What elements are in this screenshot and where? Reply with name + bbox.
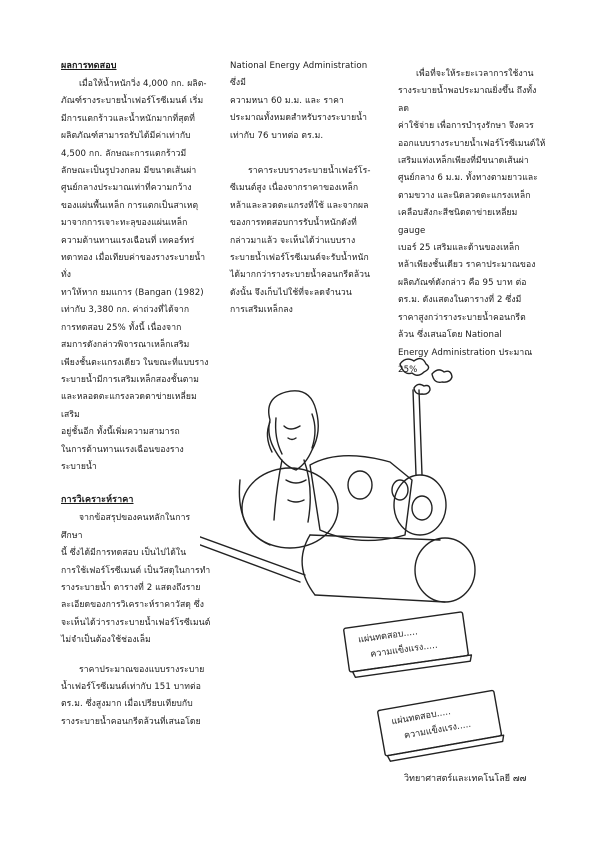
text-line: ราคาสูงกว่ารางระบายน้ำคอนกรีต — [398, 312, 526, 323]
roller-engine-body — [310, 456, 412, 541]
text-line: ของการทดสอบการรับน้ำหนักดังที่ — [230, 218, 357, 229]
text-line: เพียงชั้นตะแกรงเดียว ในขณะที่แบบราง — [61, 357, 209, 368]
text-line: และหลอดตะแกรงลวดตาข่ายเหลี่ยมเสริม — [61, 392, 197, 420]
text-line: ตร.ม. ดังแสดงในตารางที่ 2 ซึ่งมี — [398, 295, 522, 306]
text-line: National Energy Administration ซึ่งมี — [230, 61, 368, 89]
text-line: ตร.ม. ซึ่งสูงมาก เมื่อเปรียบเทียบกับ — [61, 699, 193, 710]
text-line: เบอร์ 25 เสริมและด้านของเหล็ก — [398, 243, 520, 254]
text-line: จะเห็นได้ว่ารางระบายน้ำเฟอร์โรซีเมนต์ — [61, 617, 211, 628]
text-line: รางระบายน้ำพอประมาณยิ่งขึ้น ถึงทั้งลด — [398, 86, 537, 114]
text-line: ของแผ่นพื้นเหล็ก การแตกเป็นสาเหตุ — [61, 200, 199, 211]
sign-2-line-2: ความแข็งแรง..... — [403, 719, 472, 742]
text-line: ล้วน ซึ่งเสนอโดย National — [398, 330, 502, 341]
text-line: ค่าใช้จ่าย เพื่อการบำรุงรักษา จึงควร — [398, 121, 534, 132]
text-line: ตามขวาง และนิดลวดตะแกรงเหล็ก — [398, 190, 531, 201]
rear-roller — [415, 538, 475, 602]
text-line: ผลิตภัณฑ์ดังกล่าว คือ 95 บาท ต่อ — [398, 277, 527, 288]
text-line: ระบายน้ำเฟอร์โรซีเมนต์จะรับน้ำหนัก — [230, 253, 369, 264]
text-line: รางระบายน้ำคอนกรีตล้วนที่เสนอโดย — [61, 716, 201, 727]
text-line: ได้มากกว่ารางระบายน้ำคอนกรีตล้วน — [230, 270, 371, 281]
text-line: ซีเมนต์สูง เนื่องจากราคาของเหล็ก — [230, 183, 359, 194]
smoke-puff — [432, 370, 452, 382]
middle-column — [230, 58, 378, 320]
text-line: ภัณฑ์รางระบายน้ำเฟอร์โรซีเมนต์ เริ่ม — [61, 96, 204, 107]
text-line: ศูนย์กลางประมาณเท่าที่ความกว้าง — [61, 183, 192, 194]
text-line: หล้าเพียงชั้นเดียว ราคาประมาณของ — [398, 260, 536, 271]
text-line: อยู่ชั้นอีก ทั้งนี้เพิ่มความสามารถ — [61, 427, 180, 438]
smoke-puff — [414, 384, 430, 394]
sign-2-line-1: แผ่นทดสอบ..... — [390, 707, 452, 728]
text-line: เท่ากับ 76 บาทต่อ ตร.ม. — [230, 130, 324, 141]
text-line: ศูนย์กลาง 6 ม.ม. ทั้งทางตามยาวและ — [398, 173, 538, 184]
text-line: 4,500 กก. ลักษณะการแตกร้าวมี — [61, 148, 187, 159]
text-line: เคลือบสังกะสีชนิดตาข่ายเหลี่ยม gauge — [398, 208, 518, 236]
text-line: ความหนา 60 ม.ม. และ ราคา — [230, 95, 344, 106]
text-line: ในการต้านทานแรงเฉือนของราง — [61, 444, 184, 455]
section-heading-results: ผลการทดสอบ — [61, 61, 117, 71]
cost-analysis-paragraph — [61, 510, 211, 649]
text-line: มีการแตกร้าวและน้ำหนักมากที่สุดที่ — [61, 113, 196, 124]
cost-estimate-paragraph — [61, 662, 211, 732]
text-line: เมื่อให้น้ำหนักวิ่ง 4,000 กก. ผลิต- — [79, 79, 207, 89]
text-line: Energy Administration ประมาณ 25% — [398, 347, 533, 375]
text-line: สมการดังกล่าวพิจารณาเหล็กเสริม — [61, 340, 190, 351]
roller-drum — [394, 475, 446, 535]
text-line: จากข้อสรุปของคนหลักในการศึกษา — [61, 513, 191, 541]
text-line: หล้าและลวดตะแกรงที่ใช้ และจากผล — [230, 200, 369, 211]
text-line: ดังนั้น จึงเก็บไปใช้ที่จะลดจำนวน — [230, 287, 352, 298]
text-line: ราคาประมาณของแบบรางระบาย — [79, 664, 205, 675]
page-footer: วิทยาศาสตร์และเทคโนโลยี ๗๗ — [404, 774, 527, 784]
results-paragraph — [61, 76, 211, 476]
text-line: ราคาระบบรางระบายน้ำเฟอร์โร- — [248, 166, 371, 177]
section-heading-cost-analysis: การวิเคราะห์ราคา — [61, 495, 134, 506]
text-line: ผลิตภัณฑ์สามารถรับได้มีค่าเท่ากับ — [61, 131, 191, 142]
text-line: มาจากการเจาะทะลุของแผ่นเหล็ก — [61, 218, 188, 229]
middle-paragraph-1 — [230, 58, 378, 145]
handle-bar — [200, 535, 305, 575]
text-line: ละเอียดของการวิเคราะห์ราคาวัสดุ ซึ่ง — [61, 600, 205, 611]
text-line: ลักษณะเป็นรูปวงกลม มีขนาดเส้นผ่า — [61, 166, 197, 177]
text-line: ทดาทอง เมื่อเทียบค่าของรางระบายน้ำทั่ง — [61, 253, 206, 281]
text-line: เสริมแท่งเหล็กเพียงที่มีขนาดเส้นผ่า — [398, 156, 529, 167]
text-line: การเสริมเหล็กลง — [230, 305, 293, 316]
text-line: การใช้เฟอร์โรซีเมนต์ เป็นวัสดุในการทำ — [61, 565, 211, 576]
text-line: ความต้านทานแรงเฉือนที่ เทคอร์ทร่ — [61, 235, 195, 246]
sign-1-line-1: แผ่นทดสอบ..... — [357, 627, 419, 646]
text-line: น้ำเฟอร์โรซีเมนต์เท่ากับ 151 บาทต่อ — [61, 682, 201, 692]
text-line: ทาให้หาก ยมแการ (Bangan (1982) — [61, 287, 204, 298]
smoke-puff — [400, 359, 429, 376]
text-line: ระบายน้ำมีการเสริมเหล็กสองชั้นตาม — [61, 374, 200, 385]
text-line: กล่าวมาแล้ว จะเห็นได้ว่าแบบราง — [230, 235, 356, 246]
middle-paragraph-2 — [230, 163, 378, 320]
sign-1-line-2: ความแข็งแรง..... — [369, 640, 439, 660]
text-line: ประมาณทั้งหมดสำหรับรางระบายน้ำ — [230, 113, 368, 124]
text-line: ระบายน้ำ — [61, 461, 97, 472]
text-line: ออกแบบรางระบายน้ำเฟอร์โรซีเมนต์ให้ — [398, 138, 546, 149]
text-line: รางระบายน้ำ ตารางที่ 2 แสดงถึงราย — [61, 582, 201, 593]
text-line: นี้ ซึ่งได้มีการทดสอบ เป็นไปได้ใน — [61, 548, 187, 559]
cartoon-illustration — [200, 330, 560, 770]
text-line: เท่ากับ 3,380 กก. ค่าถ่วงที่ได้จาก — [61, 305, 190, 316]
text-line: ไม่จำเป็นต้องใช้ช่องเล็ม — [61, 635, 151, 646]
left-column — [61, 58, 211, 731]
text-line: การทดสอบ 25% ทั้งนี้ เนื่องจาก — [61, 322, 182, 333]
text-line: เพื่อที่จะให้ระยะเวลาการใช้งาน — [416, 69, 534, 79]
